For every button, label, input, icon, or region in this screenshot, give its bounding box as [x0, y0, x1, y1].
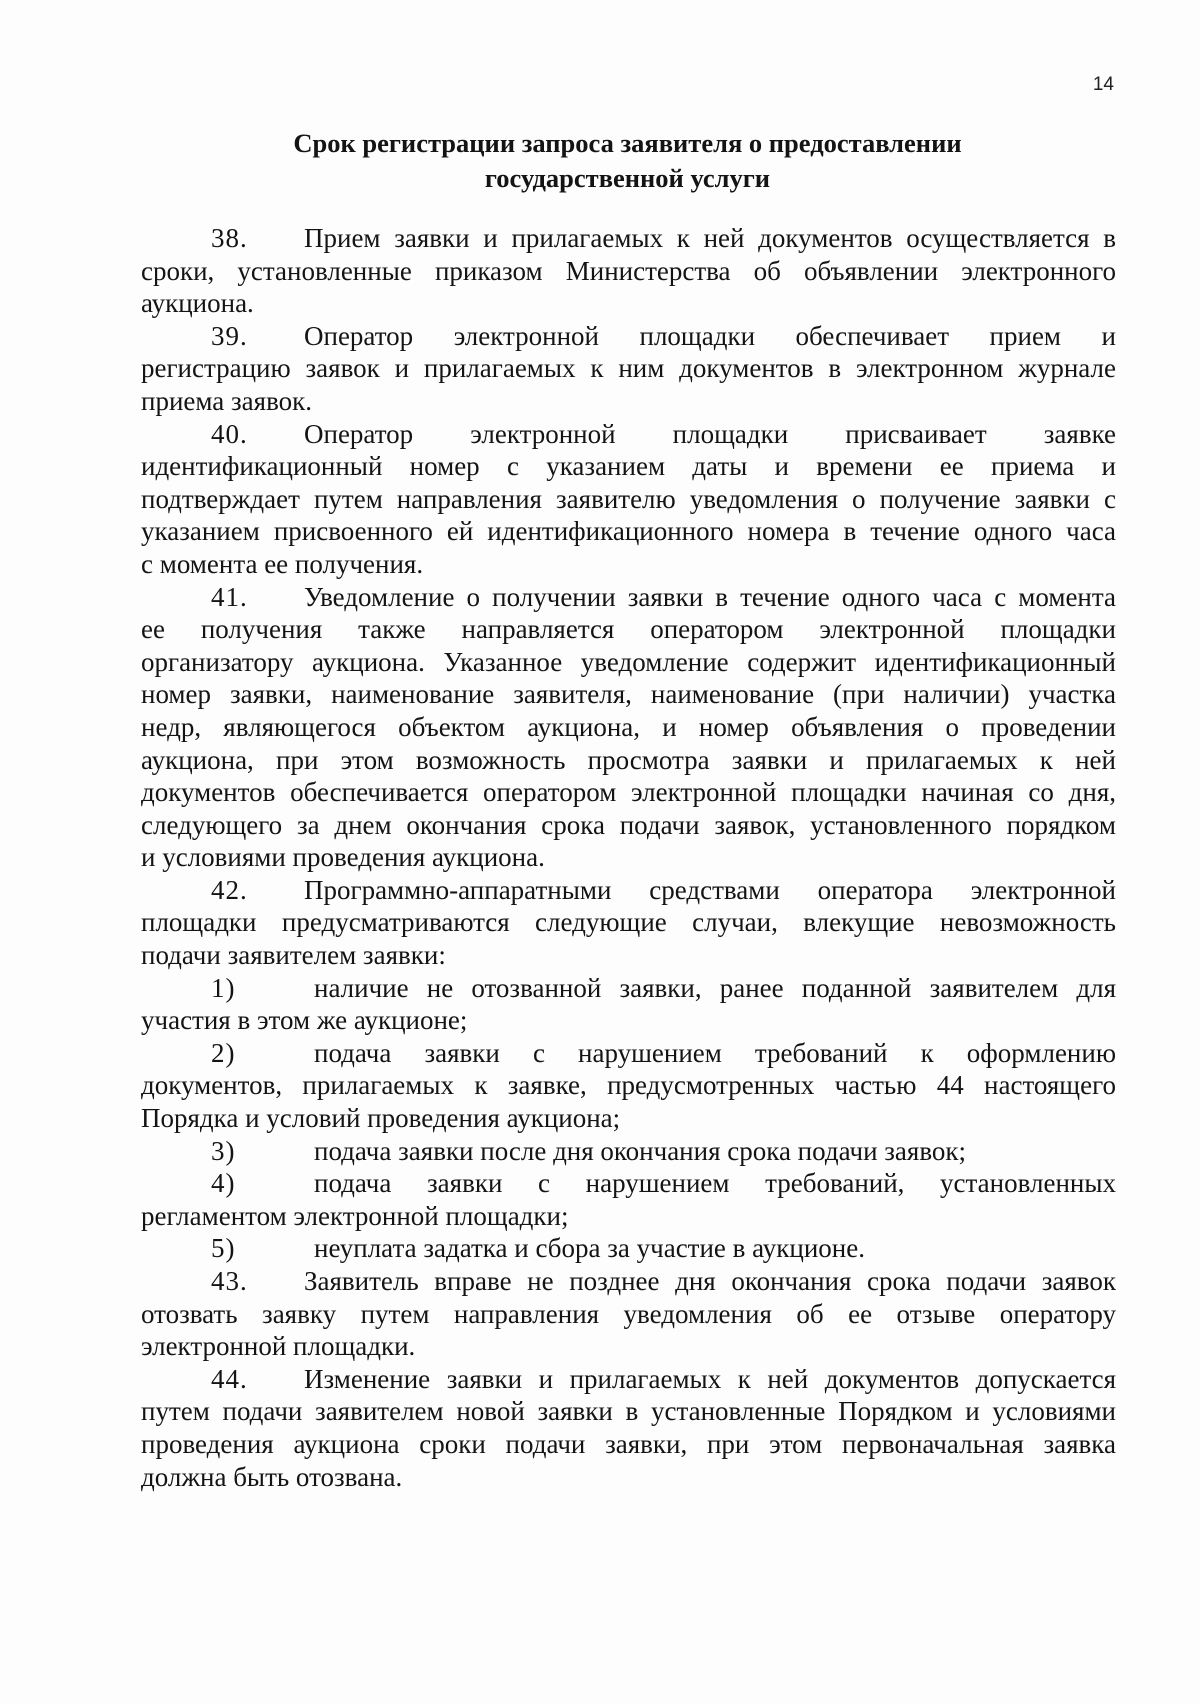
paragraph-line: отозвать заявку путем направления уведомления об ее отзыве оператору [141, 1298, 1116, 1329]
paragraph-text: подача заявки после дня окончания срока подачи заявок; [314, 1135, 967, 1166]
list-item [141, 1167, 1116, 1232]
paragraph-line: приема заявок. [141, 385, 313, 416]
paragraph-line: регистрацию заявок и прилагаемых к ним документов в электронном журнале [141, 353, 1116, 384]
paragraph-number: 41. [211, 581, 248, 612]
paragraph-text: Оператор электронной площадки обеспечивает прием и [304, 320, 1116, 351]
list-item-number: 3) [211, 1135, 236, 1166]
paragraph-line [141, 1037, 1116, 1070]
paragraph-line: должна быть отозвана. [141, 1461, 403, 1492]
paragraph-line [141, 320, 1116, 353]
paragraph-line: указанием присвоенного ей идентификационного номера в течение одного часа [141, 516, 1116, 547]
numbered-paragraph [141, 1265, 1116, 1363]
paragraph-line [141, 972, 1116, 1005]
paragraph-text: наличие не отозванной заявки, ранее поданной заявителем для [314, 972, 1116, 1003]
paragraph-text: Изменение заявки и прилагаемых к ней документов допускается [304, 1363, 1116, 1394]
list-item [141, 1232, 1116, 1265]
list-item-number: 1) [211, 972, 236, 1003]
paragraph-line: номер заявки, наименование заявителя, наименование (при наличии) участка [141, 679, 1116, 710]
paragraph-line: ее получения также направляется оператором электронной площадки [141, 614, 1116, 645]
numbered-paragraph [141, 418, 1116, 581]
paragraph-line [141, 1265, 1116, 1298]
paragraph-line: и условиями проведения аукциона. [141, 842, 545, 873]
paragraph-line: площадки предусматриваются следующие случаи, влекущие невозможность [141, 907, 1116, 938]
paragraph-number: 38. [211, 223, 248, 253]
paragraph-line [141, 1363, 1116, 1396]
paragraph-line: подтверждает путем направления заявителю уведомления о получение заявки с [141, 483, 1116, 514]
paragraph-line: недр, являющегося объектом аукциона, и номер объявления о проведении [141, 711, 1116, 742]
section-heading-line-1: Срок регистрации запроса заявителя о предоставлении [293, 128, 962, 158]
paragraph-line [141, 581, 1116, 614]
paragraph-line: идентификационный номер с указанием даты и времени ее приема и [141, 451, 1116, 482]
list-item [141, 1037, 1116, 1135]
paragraph-number: 40. [211, 418, 248, 449]
paragraph-line: электронной площадки. [141, 1331, 416, 1362]
paragraph-line: подачи заявителем заявки: [141, 940, 446, 971]
list-item-number: 4) [211, 1168, 236, 1199]
paragraph-line: путем подачи заявителем новой заявки в установленные Порядком и условиями [141, 1396, 1116, 1427]
paragraph-line: проведения аукциона сроки подачи заявки, при этом первоначальная заявка [141, 1428, 1116, 1459]
paragraph-number: 39. [211, 320, 248, 351]
paragraph-line [141, 874, 1116, 907]
section-heading-line-2: государственной услуги [484, 163, 771, 193]
paragraph-text: Программно-аппаратными средствами оператора электронной [304, 874, 1116, 905]
paragraph-line: с момента ее получения. [141, 548, 424, 579]
paragraph-text: Заявитель вправе не позднее дня окончания срока подачи заявок [304, 1266, 1116, 1296]
list-item [141, 1135, 1116, 1168]
paragraph-line [141, 418, 1116, 451]
numbered-paragraph [141, 222, 1116, 320]
paragraph-text: Уведомление о получении заявки в течение одного часа с момента [304, 581, 1116, 612]
paragraph-line [141, 1232, 1116, 1265]
paragraph-text: Прием заявки и прилагаемых к ней документов осуществляется в [304, 223, 1116, 253]
paragraph-line: сроки, установленные приказом Министерства об объявлении электронного [141, 255, 1116, 286]
paragraph-line: документов обеспечивается оператором электронной площадки начиная со дня, [141, 777, 1116, 808]
paragraph-text: неуплата задатка и сбора за участие в аукционе. [314, 1233, 865, 1264]
numbered-paragraph [141, 581, 1116, 874]
list-item [141, 972, 1116, 1037]
paragraph-number: 44. [211, 1363, 248, 1394]
document-body [141, 222, 1116, 1493]
numbered-paragraph [141, 320, 1116, 418]
page-number: 14 [1092, 74, 1114, 95]
paragraph-line [141, 1135, 1116, 1168]
paragraph-text: подача заявки с нарушением требований к оформлению [314, 1037, 1116, 1068]
paragraph-line [141, 1167, 1116, 1200]
paragraph-line: документов, прилагаемых к заявке, предусмотренных частью 44 настоящего [141, 1070, 1116, 1101]
section-heading [140, 126, 1115, 196]
numbered-paragraph [141, 874, 1116, 972]
paragraph-line: аукциона. [141, 288, 254, 319]
paragraph-line: следующего за днем окончания срока подачи заявок, установленного порядком [141, 809, 1116, 840]
paragraph-text: подача заявки с нарушением требований, установленных [314, 1168, 1116, 1199]
list-item-number: 2) [211, 1037, 236, 1068]
paragraph-line: регламентом электронной площадки; [141, 1200, 569, 1231]
paragraph-line: аукциона, при этом возможность просмотра заявки и прилагаемых к ней [141, 744, 1116, 775]
paragraph-number: 43. [211, 1266, 248, 1296]
numbered-paragraph [141, 1363, 1116, 1493]
paragraph-text: Оператор электронной площадки присваивает заявке [304, 418, 1116, 449]
paragraph-line: участия в этом же аукционе; [141, 1005, 468, 1036]
paragraph-line [141, 222, 1116, 255]
paragraph-number: 42. [211, 874, 248, 905]
paragraph-line: Порядка и условий проведения аукциона; [141, 1103, 621, 1134]
list-item-number: 5) [211, 1233, 236, 1264]
paragraph-line: организатору аукциона. Указанное уведомление содержит идентификационный [141, 646, 1116, 677]
